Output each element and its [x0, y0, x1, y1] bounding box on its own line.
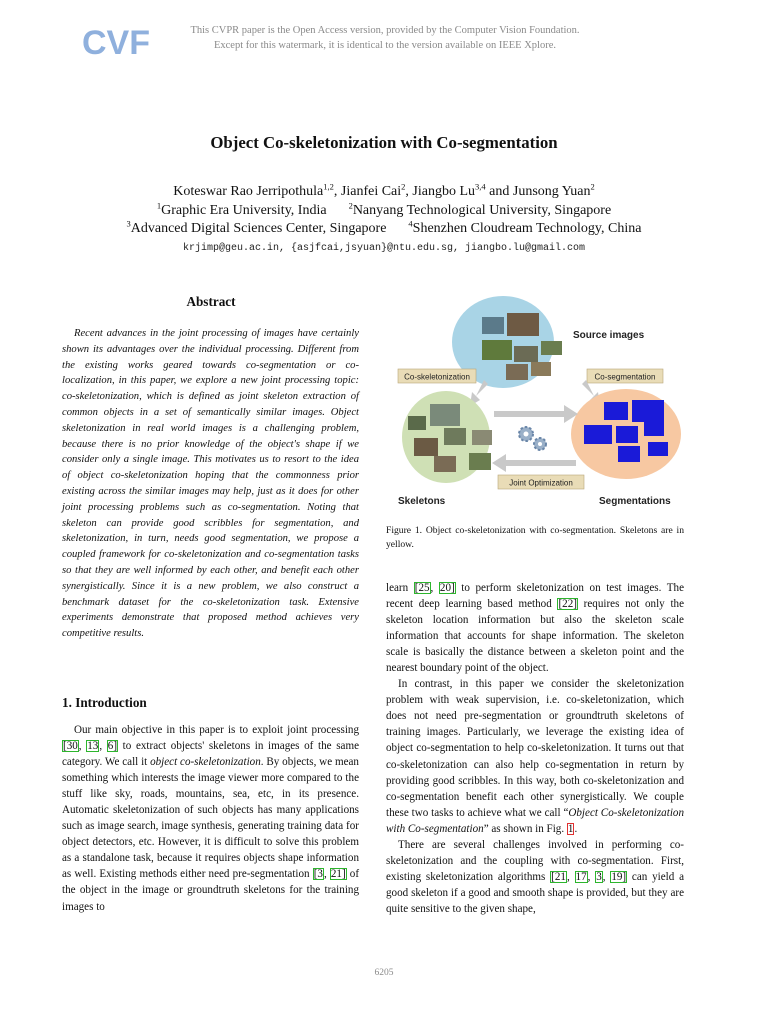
citation-link[interactable]: 21] [330, 868, 346, 881]
text-run: learn [386, 582, 414, 594]
affil-sup: 1 [156, 199, 162, 210]
emphasis: object co-skeletonization [150, 756, 261, 769]
watermark-line-1: This CVPR paper is the Open Access version, provided by the Computer Vision Foundation. [190, 25, 580, 36]
affiliation-line [0, 199, 768, 221]
arrow-skel-to-seg [494, 405, 578, 423]
citation-link[interactable]: 3 [596, 870, 602, 883]
skeleton-thumb [444, 428, 466, 445]
right-column [386, 580, 684, 917]
source-image-thumb [531, 362, 551, 376]
citation-link[interactable]: [30 [63, 740, 78, 753]
text-run: can yield a good skeleton if a good and smooth shape is provided, but they are quite sensitive to the given shape, [386, 870, 685, 915]
text-run: . [574, 822, 578, 835]
text-run: requires not only the skeleton location information but also the skeleton scale information that accounts for shape information. The skeleton scale is basically the distance between a skeleton point and the nearest boundary point of the object. [386, 598, 684, 675]
arrow-seg-to-skel [492, 454, 576, 472]
section-heading: 1. Introduction [62, 695, 147, 710]
abstract-text: Recent advances in the joint processing of images have certainly shown its advantages over the individual processing. Different from the existing works geared towards co-segmentation or co-localization, in this paper, we explore a new joint processing topic: co-skeletonization, which is defined as joint skeleton extraction of common objects in a set of semantically similar images. Object skeletonization in real world images is a challenging problem, because there is no prior knowledge of the object's shape if we consider only a single image. This motivates us to resort to the idea of object co-skeletonization hoping that the commonness prior existing across the similar images may help, just as it does for other joint processing problems such as co-segmentation. Noting that skeleton can provide good scribbles for segmentation, and skeletonization, in turn, needs good segmentation, we propose a coupled framework for co-skeletonization and co-segmentation tasks so that they are well informed by each other, and benefit each other synergistically. Since it is a new problem, we also construct a benchmark dataset for the co-skeletonization task. Extensive experiments demonstrate that proposed method achieves very competitive results. [62, 328, 359, 640]
skeleton-thumb [414, 438, 438, 456]
label-skeletons: Skeletons [398, 496, 446, 507]
skeleton-thumb [472, 430, 492, 445]
citation-link[interactable]: 19] [611, 870, 627, 883]
emphasis: Object Co-skeletonization with Co-segmentation [386, 806, 684, 835]
text-run: Our main objective in this paper is to exploit joint processing [74, 724, 359, 736]
paragraph: learn [25, 20] to perform skeletonization on test images. The recent deep learning based method [22] requires not only the skeleton location information but also the skeleton scale information that accounts for shape information. The skeleton scale is basically the distance between a skeleton point and the nearest boundary point of the object. [386, 582, 684, 675]
paragraph: There are several challenges involved in performing co-skeletonization and the coupling with co-segmentation. First, existing skeletonization algorithms [21, 17, 3, 19] can yield a good skeleton if a good and smooth shape is provided, but they are quite sensitive to the given shape, [386, 838, 685, 915]
source-image-thumb [506, 364, 528, 380]
text-run: In contrast, in this paper we consider the skeletonization problem with weak supervision, i.e. co-skeletonization, which does not need pre-segmentation or groundtruth skeletons of training images. Particularly, we leverage the existing idea of object co-segmentation to help co-skeletonization. It turns out that co-skeletonization can also help co-segmentation in return by providing good scribbles. In this way, both co-skeletonization and co-segmentation benefit each other synergistically. We couple these two tasks to achieve what we call “ [386, 678, 684, 819]
affil-sup: 3 [126, 218, 131, 229]
segmentation-thumb [644, 420, 664, 436]
gears-icon [519, 427, 546, 450]
affiliation: Graphic Era University, India [161, 202, 327, 218]
label-co-skeletonization: Co-skeletonization [404, 372, 470, 382]
text-run: to extract objects' skeletons in images of the same category. We call it [62, 740, 360, 769]
source-image-thumb [514, 346, 538, 362]
paper-title: Object Co-skeletonization with Co-segmentation [210, 133, 558, 152]
source-image-thumb [482, 317, 504, 334]
text-run: There are several challenges involved in performing co-skeletonization and the coupling with co-segmentation. First, existing skeletonization algorithms [386, 838, 684, 883]
author-emails: krjimp@geu.ac.in, {asjfcai,jsyuan}@ntu.edu.sg, jiangbo.lu@gmail.com [182, 242, 586, 254]
text-run: . By objects, we mean something which interests the image viewer more compared to the stuff like sky, roads, mountains, sea, etc, in its presence. Automatic skeletonization of such objects has many applications such as image search, image synthesis, generating training data for object detectors, etc. However, it is difficult to solve this problem as a standalone task, because it requires objects shape information as well. Existing methods either need pre-segmentation [62, 756, 359, 881]
author-block [0, 183, 768, 258]
segmentation-thumb [632, 400, 664, 422]
citation-link[interactable]: [25 [414, 582, 430, 594]
skeleton-thumb [469, 453, 491, 470]
author-sup: 3,4 [475, 181, 486, 192]
citation-link[interactable]: 20] [439, 582, 455, 594]
author-sup: 1,2 [323, 181, 334, 192]
citation-link[interactable]: [3 [313, 868, 323, 881]
author-name: Junsong Yuan [512, 184, 591, 199]
paragraph [386, 676, 684, 836]
source-image-thumb [482, 340, 512, 360]
segmentation-thumb [584, 425, 612, 444]
cvf-logo [80, 18, 150, 62]
segmentation-thumb [618, 446, 640, 462]
label-co-segmentation: Co-segmentation [594, 372, 656, 382]
author-sup: 2 [590, 181, 595, 192]
affiliation: Advanced Digital Sciences Center, Singapore [130, 221, 387, 236]
segmentation-thumb [604, 402, 628, 420]
watermark [150, 23, 620, 53]
affiliation: Shenzhen Cloudream Technology, China [412, 221, 642, 236]
page-number: 6205 [374, 968, 394, 978]
skeleton-thumb [430, 404, 460, 426]
author-name: Koteswar Rao Jerripothula [173, 184, 324, 199]
source-image-thumb [541, 341, 562, 355]
affiliation-line [0, 220, 768, 239]
label-joint-optimization: Joint Optimization [509, 478, 573, 488]
segmentation-thumb [648, 442, 668, 456]
citation-link[interactable]: 17 [575, 870, 587, 883]
intro-paragraph: Our main objective in this paper is to exploit joint processing [30, 13, 6] to extract objects' skeletons in images of the same category. We call it object co-skeletonization. By objects, we mean something which interests the image viewer more compared to the stuff like sky, roads, mountains, sea, etc, in its presence. Automatic skeletonization of such objects has many applications such as image search, image synthesis, generating training data for object detectors, etc. However, it is difficult to solve this problem as a standalone task, because it requires objects shape information as well. Existing methods either need pre-segmentation [3, 21] of the object in the image or groundtruth skeletons for the training images to [62, 724, 360, 913]
source-image-thumb [507, 313, 539, 336]
affil-sup: 4 [408, 218, 413, 229]
author-name: Jiangbo Lu [412, 184, 476, 199]
separator: and [485, 184, 513, 199]
label-segmentations: Segmentations [599, 496, 671, 507]
text-run: ” as shown in Fig. [483, 822, 567, 835]
skeleton-thumb [408, 416, 426, 430]
figure-1 [386, 292, 686, 512]
citation-link[interactable]: 6] [107, 740, 118, 753]
author-line [0, 183, 768, 202]
text-run: of the object in the image or groundtruth skeletons for the training images to [62, 868, 360, 913]
author-name: Jianfei Cai [340, 184, 402, 199]
figure-link[interactable]: 1 [567, 822, 574, 835]
citation-link[interactable]: [22] [558, 598, 577, 611]
logo-text: CVF [82, 24, 150, 62]
citation-link[interactable]: [21 [551, 870, 566, 883]
separator: , [405, 184, 413, 199]
separator: , [333, 184, 341, 199]
text-run: to perform skeletonization on test images. The recent deep learning based method [386, 582, 684, 611]
figure-caption: Figure 1. Object co-skeletonization with co-segmentation. Skeletons are in yellow. [386, 525, 684, 550]
author-sup: 2 [401, 181, 406, 192]
label-source-images: Source images [573, 330, 645, 341]
citation-link[interactable]: 13 [87, 740, 99, 753]
abstract-heading: Abstract [186, 294, 236, 309]
skeleton-thumb [434, 456, 456, 472]
affil-sup: 2 [348, 199, 353, 210]
affiliation: Nanyang Technological University, Singapore [352, 202, 612, 218]
watermark-line-2: Except for this watermark, it is identical to the version available on IEEE Xplore. [213, 40, 556, 51]
segmentation-thumb [616, 426, 638, 443]
